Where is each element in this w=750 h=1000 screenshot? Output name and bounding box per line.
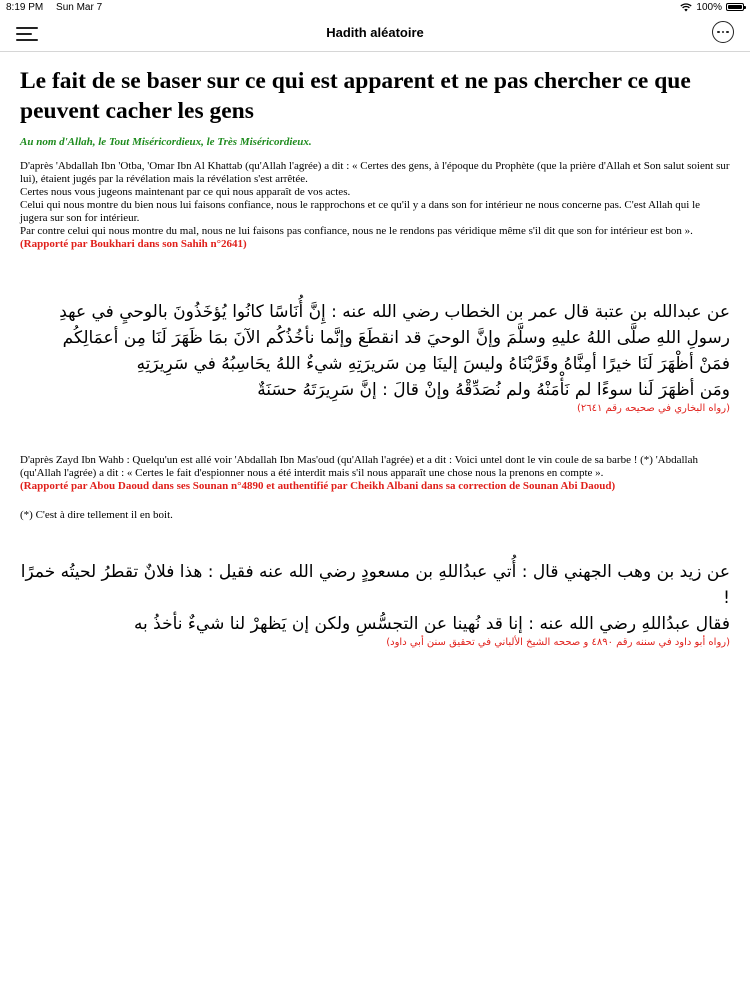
page-title: Hadith aléatoire [326,25,424,40]
battery-percent: 100% [696,1,722,13]
hadith-title: Le fait de se baser sur ce qui est apparent et ne pas chercher ce que peuvent cacher les gens [20,68,691,124]
arabic-line: عن عبدالله بن عتبة قال عمر بن الخطاب رضي الله عنه : إِنَّ أُنَاسًا كانُوا يُؤخَذُونَ بالوحيِ في عهدِ رسولِ اللهِ صلَّى اللهُ عليهِ وسلَّمَ وإنَّ الوحيَ قد انقطَعَ وإنَّما نأخُذُكُم الآنَ بمَا ظَهَرَ لَنَا مِن أعمَالِكُم [59,302,730,348]
menu-icon-line [16,39,38,41]
arabic-text-2 [20,559,730,648]
more-options-button[interactable] [712,21,734,43]
arabic-line: فقال عبدُاللهِ رضي الله عنه : إنا قد نُهينا عن التجسُّسِ ولكن إن يَظهرْ لنا شيءٌ نأخذُ به [133,614,730,634]
battery-icon [726,3,744,11]
arabic-reference-2: (رواه أبو داود في سننه رقم ٤٨٩٠ و صححه الشيخ الألباني في تحقيق سنن أبي داود) [386,637,730,648]
status-time: 8:19 PM [6,1,44,13]
french-line: D'après 'Abdallah Ibn 'Otba, 'Omar Ibn Al Khattab (qu'Allah l'agrée) a dit : « Certes des gens, à l'époque du Prophète (que la prière d'Allah et Son salut soient sur lui), étaient jugés par la révélation mais la révélation s'est arrêtée. [20,160,730,185]
status-date: Sun Mar 7 [56,1,103,13]
more-icon [717,31,720,34]
basmala: Au nom d'Allah, le Tout Miséricordieux, le Très Miséricordieux. [20,136,312,148]
hadith-content [0,52,750,648]
french-text-2 [20,454,730,493]
menu-icon [16,27,38,29]
french-line: Par contre celui qui nous montre du mal, nous ne lui faisons pas confiance, nous ne le rendons pas véridique même s'il dit que son for intérieur est bon ». [20,225,693,237]
menu-button[interactable] [16,24,38,42]
footnote: (*) C'est à dire tellement il en boit. [20,509,173,521]
more-icon-dot [722,31,725,34]
french-line: Celui qui nous montre du bien nous lui faisons confiance, nous le rapprochons et ce qu'il y a dans son for intérieur ne nous concerne pas. C'est Allah qui le jugera sur son for intérieur. [20,199,701,224]
french-reference-2: (Rapporté par Abou Daoud dans ses Sounan n°4890 et authentifié par Cheikh Albani dans sa correction de Sounan Abi Daoud) [20,480,616,492]
nav-bar [0,14,750,52]
arabic-line: عن زيد بن وهب الجهني قال : أُتي عبدُاللهِ بن مسعودٍ رضي الله عنه فقيل : هذا فلانٌ تقطرُ لحيتُه خمرًا ! [20,562,730,608]
arabic-line: ومَن أظهَرَ لَنا سوءًا لم نَأْمَنْهُ ولم نُصَدِّقْهُ وإنْ قالَ : إنَّ سَرِيرَتَهُ حسَنَةٌ [257,380,730,400]
french-reference-1: (Rapporté par Boukhari dans son Sahih n°2641) [20,238,247,250]
french-line: Certes nous vous jugeons maintenant par ce qui nous apparaît de vos actes. [20,186,351,198]
status-right [680,2,744,13]
status-left [6,2,112,13]
arabic-text-1 [20,299,730,414]
more-icon-dot [726,31,729,34]
status-bar [0,0,750,14]
menu-icon-line [16,33,32,35]
arabic-line: فمَنْ أظْهَرَ لَنَا خيرًا أمِنَّاهُ وقَرَّبْنَاهُ وليسَ إلينَا مِن سَريرَتِهِ شيءٌ اللهُ يحَاسِبُهُ في سَرِيرَتِهِ [136,354,730,374]
french-paragraph: D'après Zayd Ibn Wahb : Quelqu'un est allé voir 'Abdallah Ibn Mas'oud (qu'Allah l'agrée) et a dit : Voici untel dont le vin coule de sa barbe ! (*) 'Abdallah (qu'Allah l'agrée) a dit : « Certes le fait d'espionner nous a été interdit mais s'il nous apparaît une chose nous la prenons en compte ». [20,454,698,479]
wifi-icon [680,3,692,12]
french-text-1 [20,160,730,251]
arabic-reference-1: (رواه البخاري في صحيحه رقم ٢٦٤١) [576,403,730,414]
